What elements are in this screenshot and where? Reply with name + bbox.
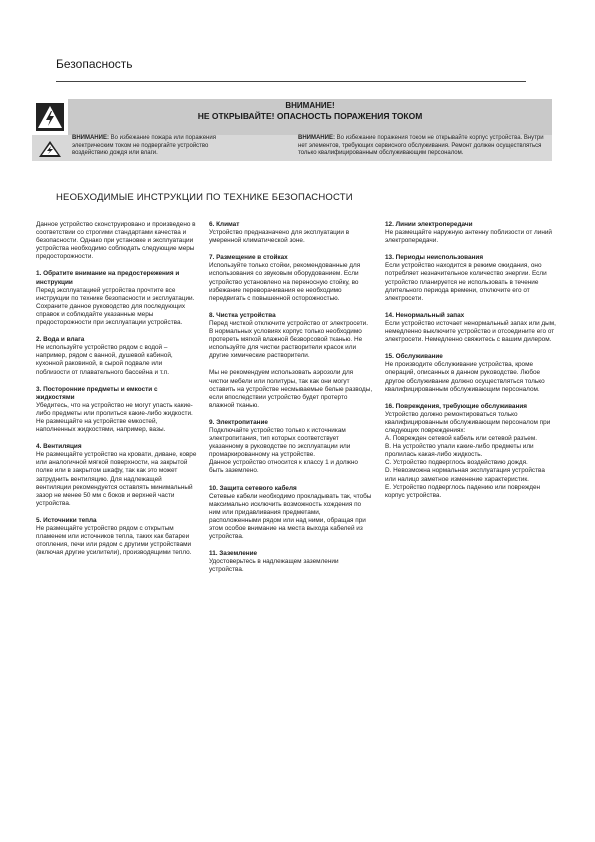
banner-band [68,99,552,135]
item-text: Сетевые кабели необходимо прокладывать так, чтобы максимально исключить возможность хождения по ним или придавливания предметами, расположенными рядом или над ними, обращая при этом особое внимание на места выхода кабелей из устройства. [209,492,372,541]
note-left-text: Во избежание пожара или поражения электрическим током не подвергайте устройство воздействию дождя или влаги. [72,135,216,156]
item-text: Убедитесь, что на устройство не могут упасть какие-либо предметы или пролиться какие-либо жидкости. Не размещайте на устройстве емкостей, наполненных жидкостями, например, вазы. [36,401,193,434]
note-left [72,135,232,158]
item-text: Не производите обслуживание устройства, кроме операций, описанных в данном руководстве. Любое другое обслуживание должно осуществляться только квалифицированным обслуживающим персоналом. [385,361,545,393]
item-heading: 6. Климат [209,221,240,228]
item-heading: 16. Повреждения, требующие обслуживания [385,402,528,410]
column-3 [385,221,557,509]
item-text: Перед чисткой отключите устройство от электросети. В нормальных условиях корпус только необходимо протереть мягкой влажной безворсовой тканью. Не используйте для чистки растворители красок или другие химические растворители. [209,319,369,360]
note-right-text: Во избежание поражения током не открывайте корпус устройства. Внутри нет элементов, требующих сервисного обслуживания. Ремонт должен осуществляться только квалифицированным обслуживающим персоналом. [298,135,544,156]
banner-subtitle: НЕ ОТКРЫВАЙТЕ! ОПАСНОСТЬ ПОРАЖЕНИЯ ТОКОМ [197,111,423,121]
item-text: Не размещайте устройство на кровати, диване, ковре или аналогичной мягкой поверхности, на закрытой полке или в закрытом шкафу, так как это может затруднить вентиляцию. Для надлежащей вентиляции рекомендуется оставлять минимальный зазор не менее 50 мм с боков и верхней части устройства. [36,451,197,507]
item-text: Если устройство источает ненормальный запах или дым, немедленно выключите устройство и отсоедините его от электросети. Немедленно свяжитесь с вашим дилером. [385,319,556,344]
item-heading: 1. Обратите внимание на предостережения и инструкции [36,270,180,286]
header-rule [56,81,526,82]
lightning-warning-icon [32,99,68,135]
item-heading: 2. Вода и влага [36,336,85,344]
item-heading: 3. Посторонние предметы и емкости с жидкостями [36,385,158,401]
column-2 [209,221,373,583]
warning-banner [32,99,552,161]
item-heading: 14. Ненормальный запах [385,311,465,319]
item-text: Устройство предназначено для эксплуатации в умеренной климатической зоне. [209,229,350,245]
note-right-label: ВНИМАНИЕ: [298,135,335,141]
item-text: Не используйте устройство рядом с водой – например, рядом с ванной, душевой кабиной, кухонной раковиной, в сырой подвале или поблизости от плавательного бассейна и т.п. [36,344,173,376]
item-text: Удостоверьтесь в надлежащем заземлении устройства. [209,558,339,574]
column-1 [36,221,197,566]
item-text: Используйте только стойки, рекомендованные для использования со звуковым оборудованием. Если устройство установлено на переносную стойку, во избежание переворачивания ее необходимо передвигать с повышенной осторожностью. [209,262,361,302]
item-heading: 13. Периоды неиспользования [385,254,484,262]
item-text: Не размещайте устройство рядом с открытым пламенем или источников тепла, таких как батареи отопления, печи или рядом с другими устройствами (включая другие усилители), производящими тепло. [36,525,192,557]
item-text: Мы не рекомендуем использовать аэрозоли для чистки мебели или политуры, так как они могут оставить на устройстве несмываемые белые разводы, если впоследствии устройство будет протерто влажной тканью. [209,369,373,409]
item-heading: 10. Защита сетевого кабеля [209,484,297,492]
note-right [298,135,550,158]
item-text: Устройство должно ремонтироваться только квалифицированным обслуживающим персоналом при следующих повреждениях: A. Поврежден сетевой кабель или сетевой разъем. B. На устройство упали какие-либо предметы или пролилась какая-либо жидкость. C. Устройство подверглось воздействию дождя. D. Невозможна нормальная эксплуатация устройства или налицо заметное изменение характеристик. E. Устройство подверглось падению или поврежден корпус устройства. [385,410,551,499]
page-heading: Безопасность [56,57,133,71]
item-text: Перед эксплуатацией устройства прочтите все инструкции по технике безопасности и эксплуатации. Сохраните данное руководство для последующих справок и соблюдайте указанные меры предосторожности при эксплуатации устройства. [36,286,195,327]
note-left-label: ВНИМАНИЕ: [72,135,109,141]
item-heading: 7. Размещение в стойках [209,254,288,262]
intro-text: Данное устройство сконструировано и произведено в соответствии со строгими стандартами качества и безопасности. Однако при установке и эксплуатации устройства необходимо соблюдать следующие меры предосторожности. [36,221,196,261]
item-text: Не размещайте наружную антенну поблизости от линий электропередачи. [385,229,552,245]
item-text: Подключайте устройство только к источникам электропитания, тип которых соответствует указанному в руководстве по эксплуатации или промаркированному на устройстве. Данное устройство относится к классу 1 и должно быть заземлено. [209,426,358,475]
item-heading: 12. Линии электропередачи [385,221,473,228]
item-text: Если устройство находится в режиме ожидания, оно потребляет незначительное количество энергии. Если устройство планируется не использовать в течение длительного периода времени, отключите его от электросети. [385,262,547,302]
banner-title: ВНИМАНИЕ! [285,101,335,110]
item-heading: 8. Чистка устройства [209,311,276,319]
item-heading: 4. Вентиляция [36,443,82,451]
lightning-small-icon [36,140,64,158]
section-title: НЕОБХОДИМЫЕ ИНСТРУКЦИИ ПО ТЕХНИКЕ БЕЗОПАСНОСТИ [56,192,353,203]
item-heading: 11. Заземление [209,550,258,558]
item-heading: 9. Электропитание [209,418,268,426]
item-heading: 15. Обслуживание [385,353,443,361]
item-heading: 5. Источники тепла [36,516,97,524]
